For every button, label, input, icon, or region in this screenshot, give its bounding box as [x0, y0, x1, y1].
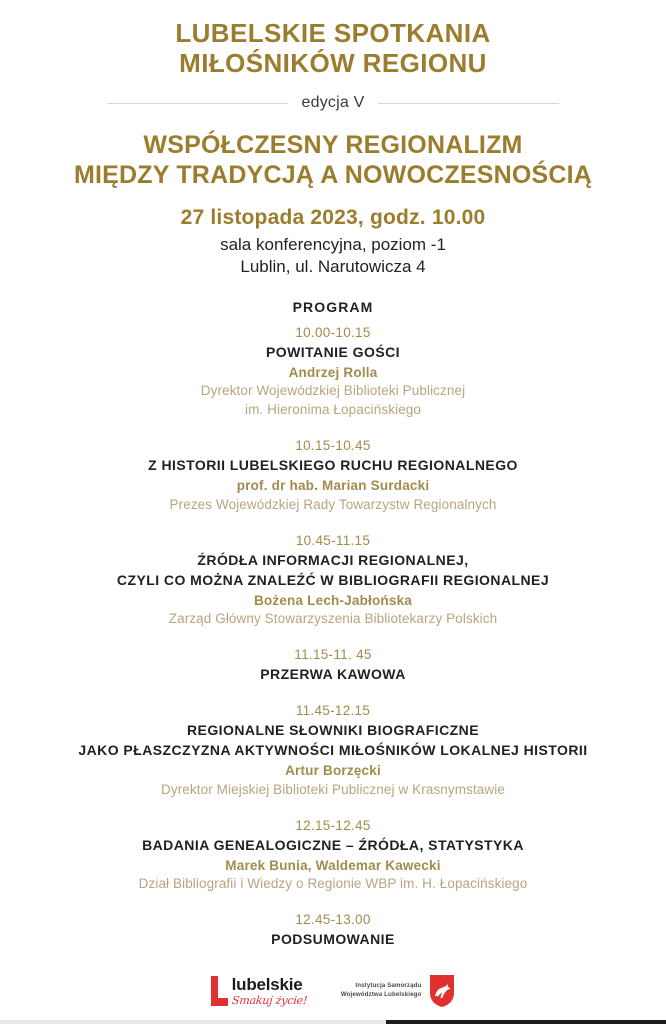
- header-title-line-1: LUBELSKIE SPOTKANIA: [175, 18, 491, 48]
- item-time: 11.15-11. 45: [294, 647, 372, 662]
- item-speaker: Marek Bunia, Waldemar Kawecki: [225, 857, 441, 873]
- item-title-line-1: Z HISTORII LUBELSKIEGO RUCHU REGIONALNEGO: [148, 457, 518, 474]
- program-item: [53, 645, 613, 685]
- lublin-coat-of-arms-icon: [429, 974, 455, 1008]
- samorzad-text-line-2: Województwa Lubelskiego: [340, 991, 422, 998]
- samorzad-logo: [341, 974, 456, 1008]
- footer-logos: [0, 974, 666, 1008]
- item-affiliation-line-1: Dyrektor Wojewódzkiej Biblioteki Publicznej: [200, 383, 466, 399]
- item-title-line-2: JAKO PŁASZCZYZNA AKTYWNOŚCI MIŁOŚNIKÓW LOKALNEJ HISTORII: [78, 742, 588, 759]
- lubelskie-logo-tagline: Smakuj życie!: [230, 994, 308, 1007]
- bottom-strip-right: [386, 1020, 666, 1024]
- item-title: [53, 343, 613, 363]
- divider-line-left: [107, 103, 288, 104]
- program-list: [53, 323, 613, 951]
- item-title-line-1: BADANIA GENEALOGICZNE – ŹRÓDŁA, STATYSTYKA: [142, 836, 524, 853]
- item-affiliation-line-2: im. Hieronima Łopacińskiego: [244, 402, 422, 418]
- item-title: [53, 836, 613, 856]
- item-affiliation: [53, 875, 613, 894]
- item-affiliation-line-1: Dział Bibliografii i Wiedzy o Regionie WBP im. H. Łopacińskiego: [138, 876, 528, 892]
- event-venue: [220, 234, 446, 278]
- program-heading: PROGRAM: [292, 298, 374, 315]
- item-affiliation: [53, 610, 613, 629]
- item-time: 10.15-10.45: [295, 437, 371, 453]
- samorzad-logo-text: [341, 982, 422, 1000]
- item-title: [53, 721, 613, 761]
- item-speaker: prof. dr hab. Marian Surdacki: [236, 478, 430, 494]
- lubelskie-logo-name: lubelskie: [231, 975, 303, 994]
- event-date: 27 listopada 2023, godz. 10.00: [180, 206, 486, 230]
- venue-line-2: Lublin, ul. Narutowicza 4: [240, 257, 426, 277]
- program-item: [53, 436, 613, 515]
- item-speaker: Bożena Lech-Jabłońska: [254, 592, 412, 608]
- lubelskie-logo: [211, 976, 307, 1006]
- item-title: [53, 456, 613, 476]
- divider-line-right: [378, 103, 559, 104]
- main-title-line-1: WSPÓŁCZESNY REGIONALIZM: [143, 131, 523, 160]
- program-item: [53, 323, 613, 420]
- item-title-line-2: CZYLI CO MOŻNA ZNALEŹĆ W BIBLIOGRAFII REGIONALNEJ: [116, 571, 550, 588]
- edition-row: [107, 94, 559, 112]
- poster-header-title: [175, 18, 490, 78]
- item-time: 10.45-11.15: [295, 532, 371, 548]
- venue-line-1: sala konferencyjna, poziom -1: [220, 235, 446, 255]
- item-title-line-1: ŹRÓDŁA INFORMACJI REGIONALNEJ,: [197, 551, 469, 568]
- bottom-strip: [0, 1020, 666, 1024]
- item-title-line-1: POWITANIE GOŚCI: [265, 343, 401, 360]
- program-item: [53, 701, 613, 799]
- main-title-line-2: MIĘDZY TRADYCJĄ A NOWOCZESNOŚCIĄ: [74, 161, 592, 190]
- lubelskie-l-mark-icon: [211, 976, 228, 1006]
- item-title: [53, 551, 613, 591]
- item-affiliation: [53, 496, 613, 515]
- item-time: 11.45-12.15: [295, 703, 371, 719]
- item-time: 10.00-10.15: [295, 324, 371, 340]
- item-speaker: Andrzej Rolla: [288, 364, 378, 380]
- item-title-line-1: PODSUMOWANIE: [271, 931, 395, 948]
- bottom-strip-left: [0, 1020, 386, 1024]
- lubelskie-wordmark: [232, 976, 307, 1006]
- item-title: [53, 930, 613, 950]
- item-affiliation: [53, 781, 613, 800]
- header-title-line-2: MIŁOŚNIKÓW REGIONU: [179, 48, 487, 79]
- program-item: [53, 910, 613, 950]
- main-title: [74, 130, 592, 190]
- item-time: 12.45-13.00: [295, 912, 371, 928]
- samorzad-text-line-1: Instytucja Samorządu: [355, 982, 422, 990]
- item-affiliation-line-1: Zarząd Główny Stowarzyszenia Bibliotekarzy Polskich: [168, 611, 498, 627]
- item-affiliation-line-1: Dyrektor Miejskiej Biblioteki Publicznej w Krasnymstawie: [161, 781, 505, 797]
- edition-label: edycja V: [301, 94, 365, 112]
- item-title: [53, 665, 613, 685]
- item-time: 12.15-12.45: [295, 817, 371, 833]
- program-item: [53, 816, 613, 895]
- item-title-line-1: REGIONALNE SŁOWNIKI BIOGRAFICZNE: [186, 722, 480, 739]
- item-title-line-1: PRZERWA KAWOWA: [260, 666, 406, 683]
- item-speaker: Artur Borzęcki: [285, 763, 381, 779]
- item-affiliation: [53, 382, 613, 420]
- item-affiliation-line-1: Prezes Wojewódzkiej Rady Towarzystw Regionalnych: [169, 496, 497, 512]
- program-item: [53, 531, 613, 629]
